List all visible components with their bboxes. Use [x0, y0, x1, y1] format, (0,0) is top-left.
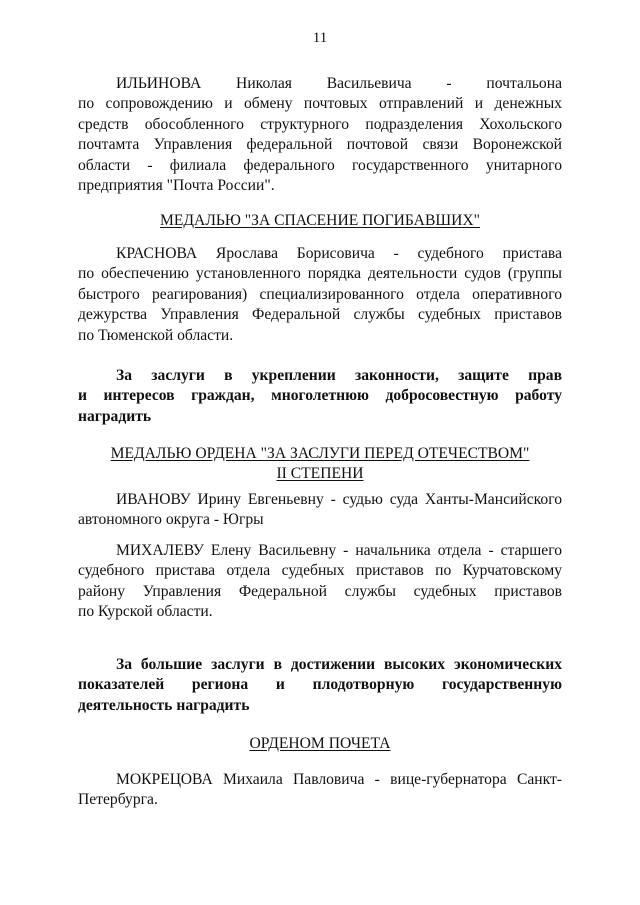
text-line: быстрого реагирования) специализированного отдела оперативного	[78, 285, 562, 303]
text-line: почтамта Управления федеральной почтовой связи Воронежской	[78, 136, 562, 154]
text-line: области - филиала федерального государственного унитарного	[78, 156, 562, 174]
nominee-paragraph	[78, 490, 562, 531]
text-line: ИЛЬИНОВА Николая Васильевича - почтальона	[116, 75, 562, 92]
nominee-paragraph	[78, 74, 562, 196]
text-line: средств обособленного структурного подразделения Хохольского	[78, 115, 562, 133]
page-number: 11	[312, 30, 328, 46]
text-line: показателей региона и плодотворную государственную	[78, 676, 562, 694]
text-line: автономного округа - Югры	[78, 511, 264, 529]
text-line: предприятия "Почта России".	[78, 177, 275, 195]
text-line: МИХАЛЕВУ Елену Васильевну - начальника отдела - старшего	[116, 542, 562, 559]
text-line: деятельность наградить	[78, 696, 250, 714]
text-line: судебного пристава отдела судебных приставов по Курчатовскому	[78, 562, 562, 580]
text-line: дежурства Управления Федеральной службы судебных приставов	[78, 306, 562, 324]
text-line: по сопровождению и обмену почтовых отправлений и денежных	[78, 95, 562, 113]
text-line: МЕДАЛЬЮ "ЗА СПАСЕНИЕ ПОГИБАВШИХ"	[160, 212, 480, 229]
text-line: по обеспечению установленного порядка деятельности судов (группы	[78, 265, 562, 283]
text-line: по Курской области.	[78, 603, 213, 621]
text-line: по Тюменской области.	[78, 326, 234, 344]
text-line: ИВАНОВУ Ирину Евгеньевну - судью суда Ханты-Мансийского	[116, 491, 562, 508]
section-heading	[0, 444, 640, 485]
nominee-paragraph	[78, 770, 562, 811]
section-heading	[0, 211, 640, 231]
text-line: КРАСНОВА Ярослава Борисовича - судебного пристава	[116, 245, 562, 262]
text-line: наградить	[78, 407, 152, 425]
text-line: району Управления Федеральной службы судебных приставов	[78, 582, 562, 600]
nominee-paragraph	[78, 541, 562, 623]
text-line: За большие заслуги в достижении высоких экономических	[116, 656, 562, 673]
text-line: и интересов граждан, многолетнюю добросовестную работу	[78, 387, 562, 405]
decree-clause	[78, 655, 562, 716]
nominee-paragraph	[78, 244, 562, 346]
text-line: ОРДЕНОМ ПОЧЕТА	[249, 735, 391, 752]
section-heading	[0, 734, 640, 754]
text-line: МЕДАЛЬЮ ОРДЕНА "ЗА ЗАСЛУГИ ПЕРЕД ОТЕЧЕСТВОМ"	[110, 445, 530, 462]
text-line: Петербурга.	[78, 791, 158, 809]
text-line: II СТЕПЕНИ	[276, 465, 364, 483]
text-line: За заслуги в укреплении законности, защите прав	[116, 367, 562, 384]
decree-clause	[78, 366, 562, 427]
text-line: МОКРЕЦОВА Михаила Павловича - вице-губернатора Санкт-	[116, 771, 562, 788]
